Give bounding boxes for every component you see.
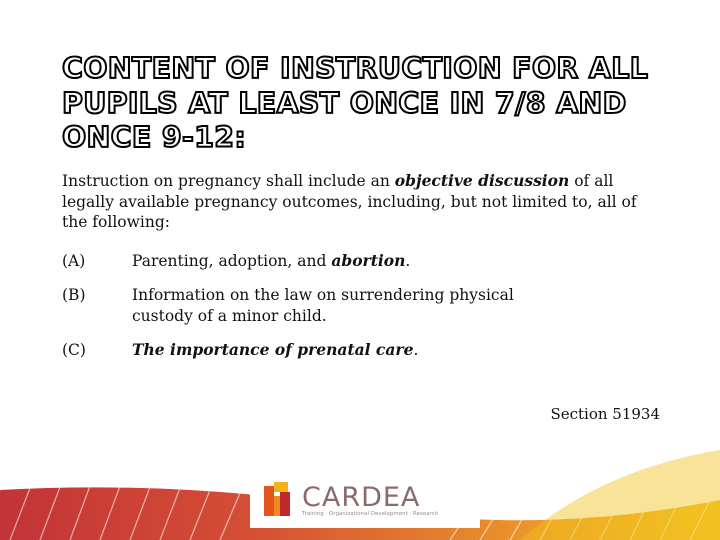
cardea-logo xyxy=(262,482,462,522)
list-item-emphasis: abortion xyxy=(331,251,406,270)
list-item-text xyxy=(132,251,572,272)
list-item-text: Information on the law on surrendering physical custody of a minor child. xyxy=(132,286,514,325)
list-item-label: (B) xyxy=(62,286,86,304)
intro-emphasis: objective discussion xyxy=(394,171,570,190)
title-line-2: PUPILS AT LEAST ONCE IN 7/8 AND xyxy=(62,86,627,120)
list-item-text-before: Parenting, adoption, and xyxy=(132,252,332,270)
title-line-3: ONCE 9-12: xyxy=(62,121,247,154)
list-item-label: (C) xyxy=(62,341,86,359)
intro-text-before: Instruction on pregnancy shall include an xyxy=(62,172,395,190)
intro-paragraph xyxy=(62,171,662,233)
list-item-emphasis: The importance of prenatal care xyxy=(132,340,414,359)
slide-title xyxy=(62,52,682,156)
logo-wordmark: CARDEA xyxy=(302,482,421,513)
list-item-text xyxy=(132,340,572,361)
title-line-1: CONTENT OF INSTRUCTION FOR ALL xyxy=(62,52,649,85)
intro-text-after: of all legally available pregnancy outcomes, including, but not limited to, all of the following: xyxy=(62,172,637,231)
list-item-label: (A) xyxy=(62,252,86,270)
logo-tagline: Training · Organizational Development · Research xyxy=(302,511,439,517)
list-item-text-after: . xyxy=(405,252,411,270)
logo-mark-icon xyxy=(262,482,296,518)
list-item-text-after: . xyxy=(413,341,419,359)
section-reference: Section 51934 xyxy=(550,405,660,423)
